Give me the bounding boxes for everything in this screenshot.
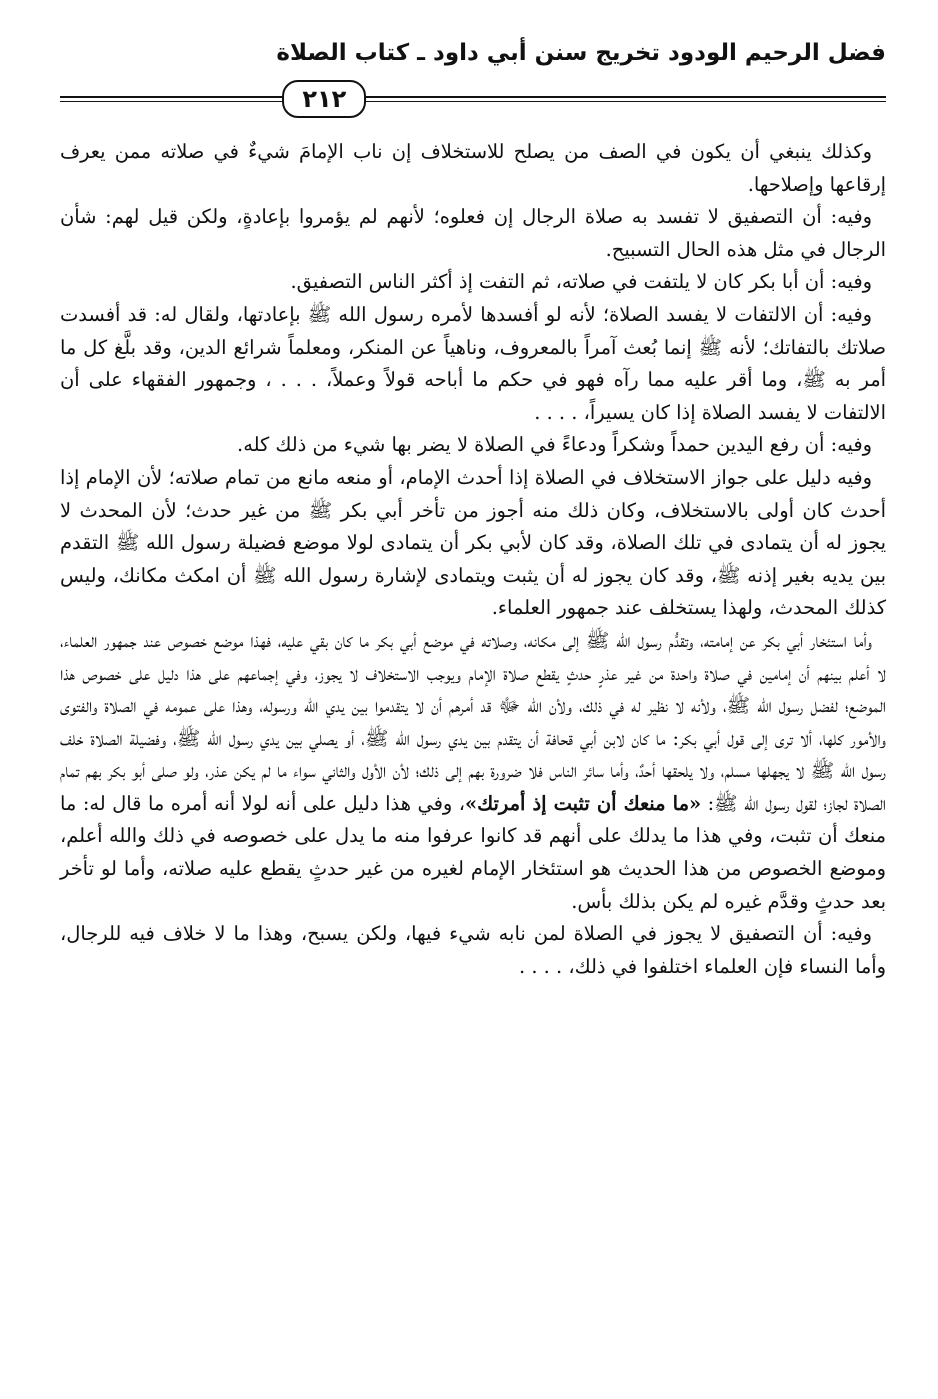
paragraph: وكذلك ينبغي أن يكون في الصف من يصلح للاستخلاف إن ناب الإمامَ شيءٌ في صلاته ممن يعرف إرقاعها وإصلاحها.	[60, 140, 886, 196]
header-rule-thin	[60, 101, 886, 102]
paragraph: وفيه: أن الالتفات لا يفسد الصلاة؛ لأنه لو أفسدها لأمره رسول الله ﷺ بإعادتها، ولقال له: قد أفسدت صلاتك بالتفاتك؛ لأنه ﷺ إنما بُعث آمراً بالمعروف، وناهياً عن المنكر، ومعلماً شرائع الدين، وقد بلَّغ كل ما أمر به ﷺ، وما أقر عليه مما رآه فهو في حكم ما أباحه قولاً وعملاً، . . . ، وجمهور الفقهاء على أن الالتفات لا يفسد الصلاة إذا كان يسيراً، . . . .	[60, 302, 886, 424]
page	[60, 40, 886, 983]
paragraph-long	[60, 625, 886, 918]
header	[60, 40, 886, 80]
paragraph-text: وأما استئخار أبي بكر عن إمامته، وتقدُّم رسول الله ﷺ إلى مكانه، وصلاته في موضع أبي بكر ما كان بقي عليه، فهذا موضع خصوص عند جمهور العلماء، لا أعلم بينهم أن إمامين في صلاة واحدة من غير عذرٍ حدثٍ يقطع صلاة الإمام ويوجب الاستخلاف لا يجوز، وفي إجماعهم على هذا دليل على خصوص هذا الموضع؛ لفضل رسول الله ﷺ، ولأنه لا نظير له في ذلك، ولأن الله ﷻ قد أمرهم أن لا يتقدموا بين يدي الله ورسوله، وهذا على عمومه في الصلاة والفتوى والأمور كلها، ألا ترى إلى قول أبي بكر: ما كان لابن أبي قحافة أن يتقدم بين يدي رسول الله ﷺ، أو يصلي بين يدي رسول الله ﷺ، وفضيلة الصلاة خلف رسول الله ﷺ لا يجهلها مسلم، ولا يلحقها أحدٌ، وأما سائر الناس فلا ضرورة بهم إلى ذلك؛ لأن الأول والثاني سواء ما لم يكن عذر، ولو صلى أبو بكر بهم تمام الصلاة لجاز؛ لقول رسول الله ﷺ:	[60, 628, 886, 815]
paragraph: وفيه: أن التصفيق لا تفسد به صلاة الرجال إن فعلوه؛ لأنهم لم يؤمروا بإعادةٍ، ولكن قيل لهم: شأن الرجال في مثل هذه الحال التسبيح.	[60, 205, 886, 261]
running-title: فضل الرحيم الودود تخريج سنن أبي داود ـ كتاب الصلاة	[276, 40, 886, 66]
paragraph: وفيه: أن أبا بكر كان لا يلتفت في صلاته، ثم التفت إذ أكثر الناس التصفيق.	[290, 270, 872, 294]
header-rule	[60, 96, 886, 98]
paragraph-text: ، وفي هذا دليل على أنه لولا أنه أمره ما قال له: ما منعك أن تثبت، وفي هذا ما يدلك على أنهم قد كانوا عرفوا منه ما يدل على خصوصه في ذلك والله أعلم، وموضع الخصوص من هذا الحديث هو استئخار الإمام لغيره من غير حدثٍ يقطع عليه صلاته، وأما لو تأخر بعد حدثٍ وقدَّم غيره لم يكن بذلك بأس.	[60, 791, 886, 913]
page-number-bar	[60, 80, 886, 136]
paragraph: وفيه دليل على جواز الاستخلاف في الصلاة إذا أحدث الإمام، أو منعه مانع من تمام صلاته؛ لأن الإمام إذا أحدث كان أولى بالاستخلاف، وكان ذلك منه أجوز من تأخر أبي بكر ﷺ من غير حدث؛ لأن المحدث لا يجوز له أن يتمادى في تلك الصلاة، وقد كان لأبي بكر أن يتمادى لولا موضع فضيلة رسول الله ﷺ التقدم بين يديه بغير إذنه ﷺ، وقد كان يجوز له أن يثبت ويتمادى لإشارة رسول الله ﷺ أن امكث مكانك، وليس كذلك المحدث، ولهذا يستخلف عند جمهور العلماء.	[60, 465, 886, 620]
page-number: ٢١٢	[282, 80, 366, 118]
body-text	[60, 136, 886, 983]
paragraph: وفيه: أن التصفيق لا يجوز في الصلاة لمن نابه شيء فيها، ولكن يسبح، وهذا ما لا خلاف فيه للرجال، وأما النساء فإن العلماء اختلفوا في ذلك، . . . .	[60, 922, 886, 978]
hadith-quote: «ما منعك أن تثبت إذ أمرتك»	[465, 791, 702, 815]
paragraph: وفيه: أن رفع اليدين حمداً وشكراً ودعاءً في الصلاة لا يضر بها شيء من ذلك كله.	[237, 433, 872, 457]
